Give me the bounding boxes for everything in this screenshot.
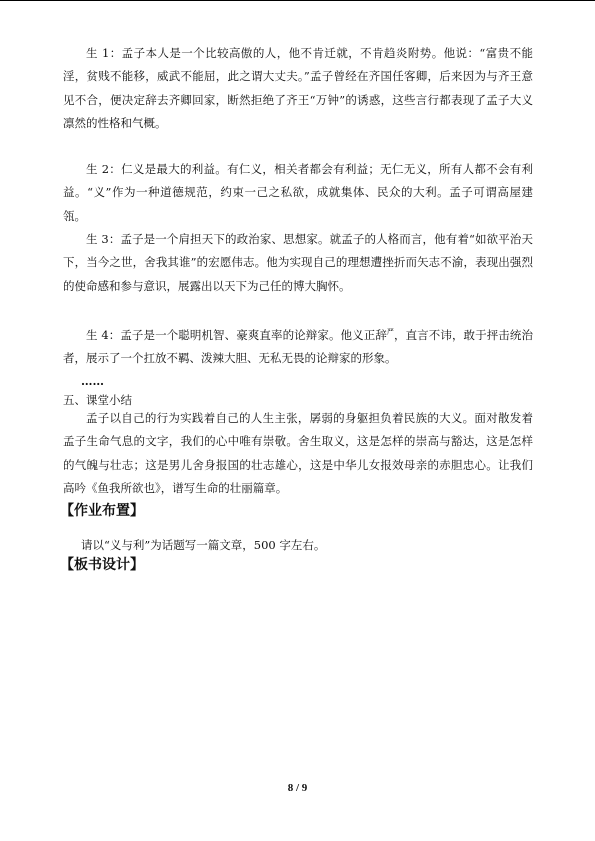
ellipsis: …… (81, 374, 104, 388)
paragraph-student-4 (63, 321, 533, 370)
page-number: 8 / 9 (287, 782, 308, 794)
paragraph-student-2: 生 2：仁义是最大的利益。有仁义，相关者都会有利益；无仁无义，所有人都不会有利益。“义”作为一种道德规范，约束一己之私欲，成就集体、民众的大利。孟子可谓高屋建瓴。 (63, 162, 533, 223)
paragraph-summary: 孟子以自己的行为实践着自己的人生主张，孱弱的身躯担负着民族的大义。面对散发着孟子生命气息的文字，我们的心中唯有崇敬。舍生取义，这是怎样的崇高与豁达，这是怎样的气魄与壮志；这是男儿舍身报国的壮志雄心，这是中华儿女报效母亲的赤胆忠心。让我们高吟《鱼我所欲也》，谱写生命的壮丽篇章。 (63, 411, 533, 495)
p4-superscript: 严 (386, 328, 394, 336)
homework-heading: 【作业布置】 (60, 503, 144, 519)
paragraph-student-3: 生 3：孟子是一个肩担天下的政治家、思想家。就孟子的人格而言，他有着“如欲平治天下，当今之世，舍我其谁”的宏愿伟志。他为实现自己的理想遭挫折而矢志不渝，表现出强烈的使命感和参与意识，展露出以天下为己任的博大胸怀。 (63, 232, 533, 293)
homework-text: 请以“义与利”为话题写一篇文章，500 字左右。 (81, 538, 326, 552)
p4-text-a: 生 4：孟子是一个聪明机智、豪爽直率的论辩家。他义正辞 (86, 327, 387, 342)
top-rule (0, 0, 595, 1)
section-title-summary: 五、课堂小结 (63, 393, 132, 407)
board-design-heading: 【板书设计】 (60, 557, 144, 573)
p4-text-b: ，直言不讳，敢于抨击统治者，展示了一个扛放不羁、泼辣大胆、无私无畏的论辩家的形象。 (63, 327, 533, 366)
paragraph-student-1: 生 1：孟子本人是一个比较高傲的人，他不肯迁就，不肯趋炎附势。他说：“富贵不能淫，贫贱不能移，威武不能屈，此之谓大丈夫。”孟子曾经在齐国任客卿，后来因为与齐王意见不合，便决定辞去齐卿回家，断然拒绝了齐王“万钟”的诱惑，这些言行都表现了孟子大义凛然的性格和气概。 (63, 46, 533, 130)
